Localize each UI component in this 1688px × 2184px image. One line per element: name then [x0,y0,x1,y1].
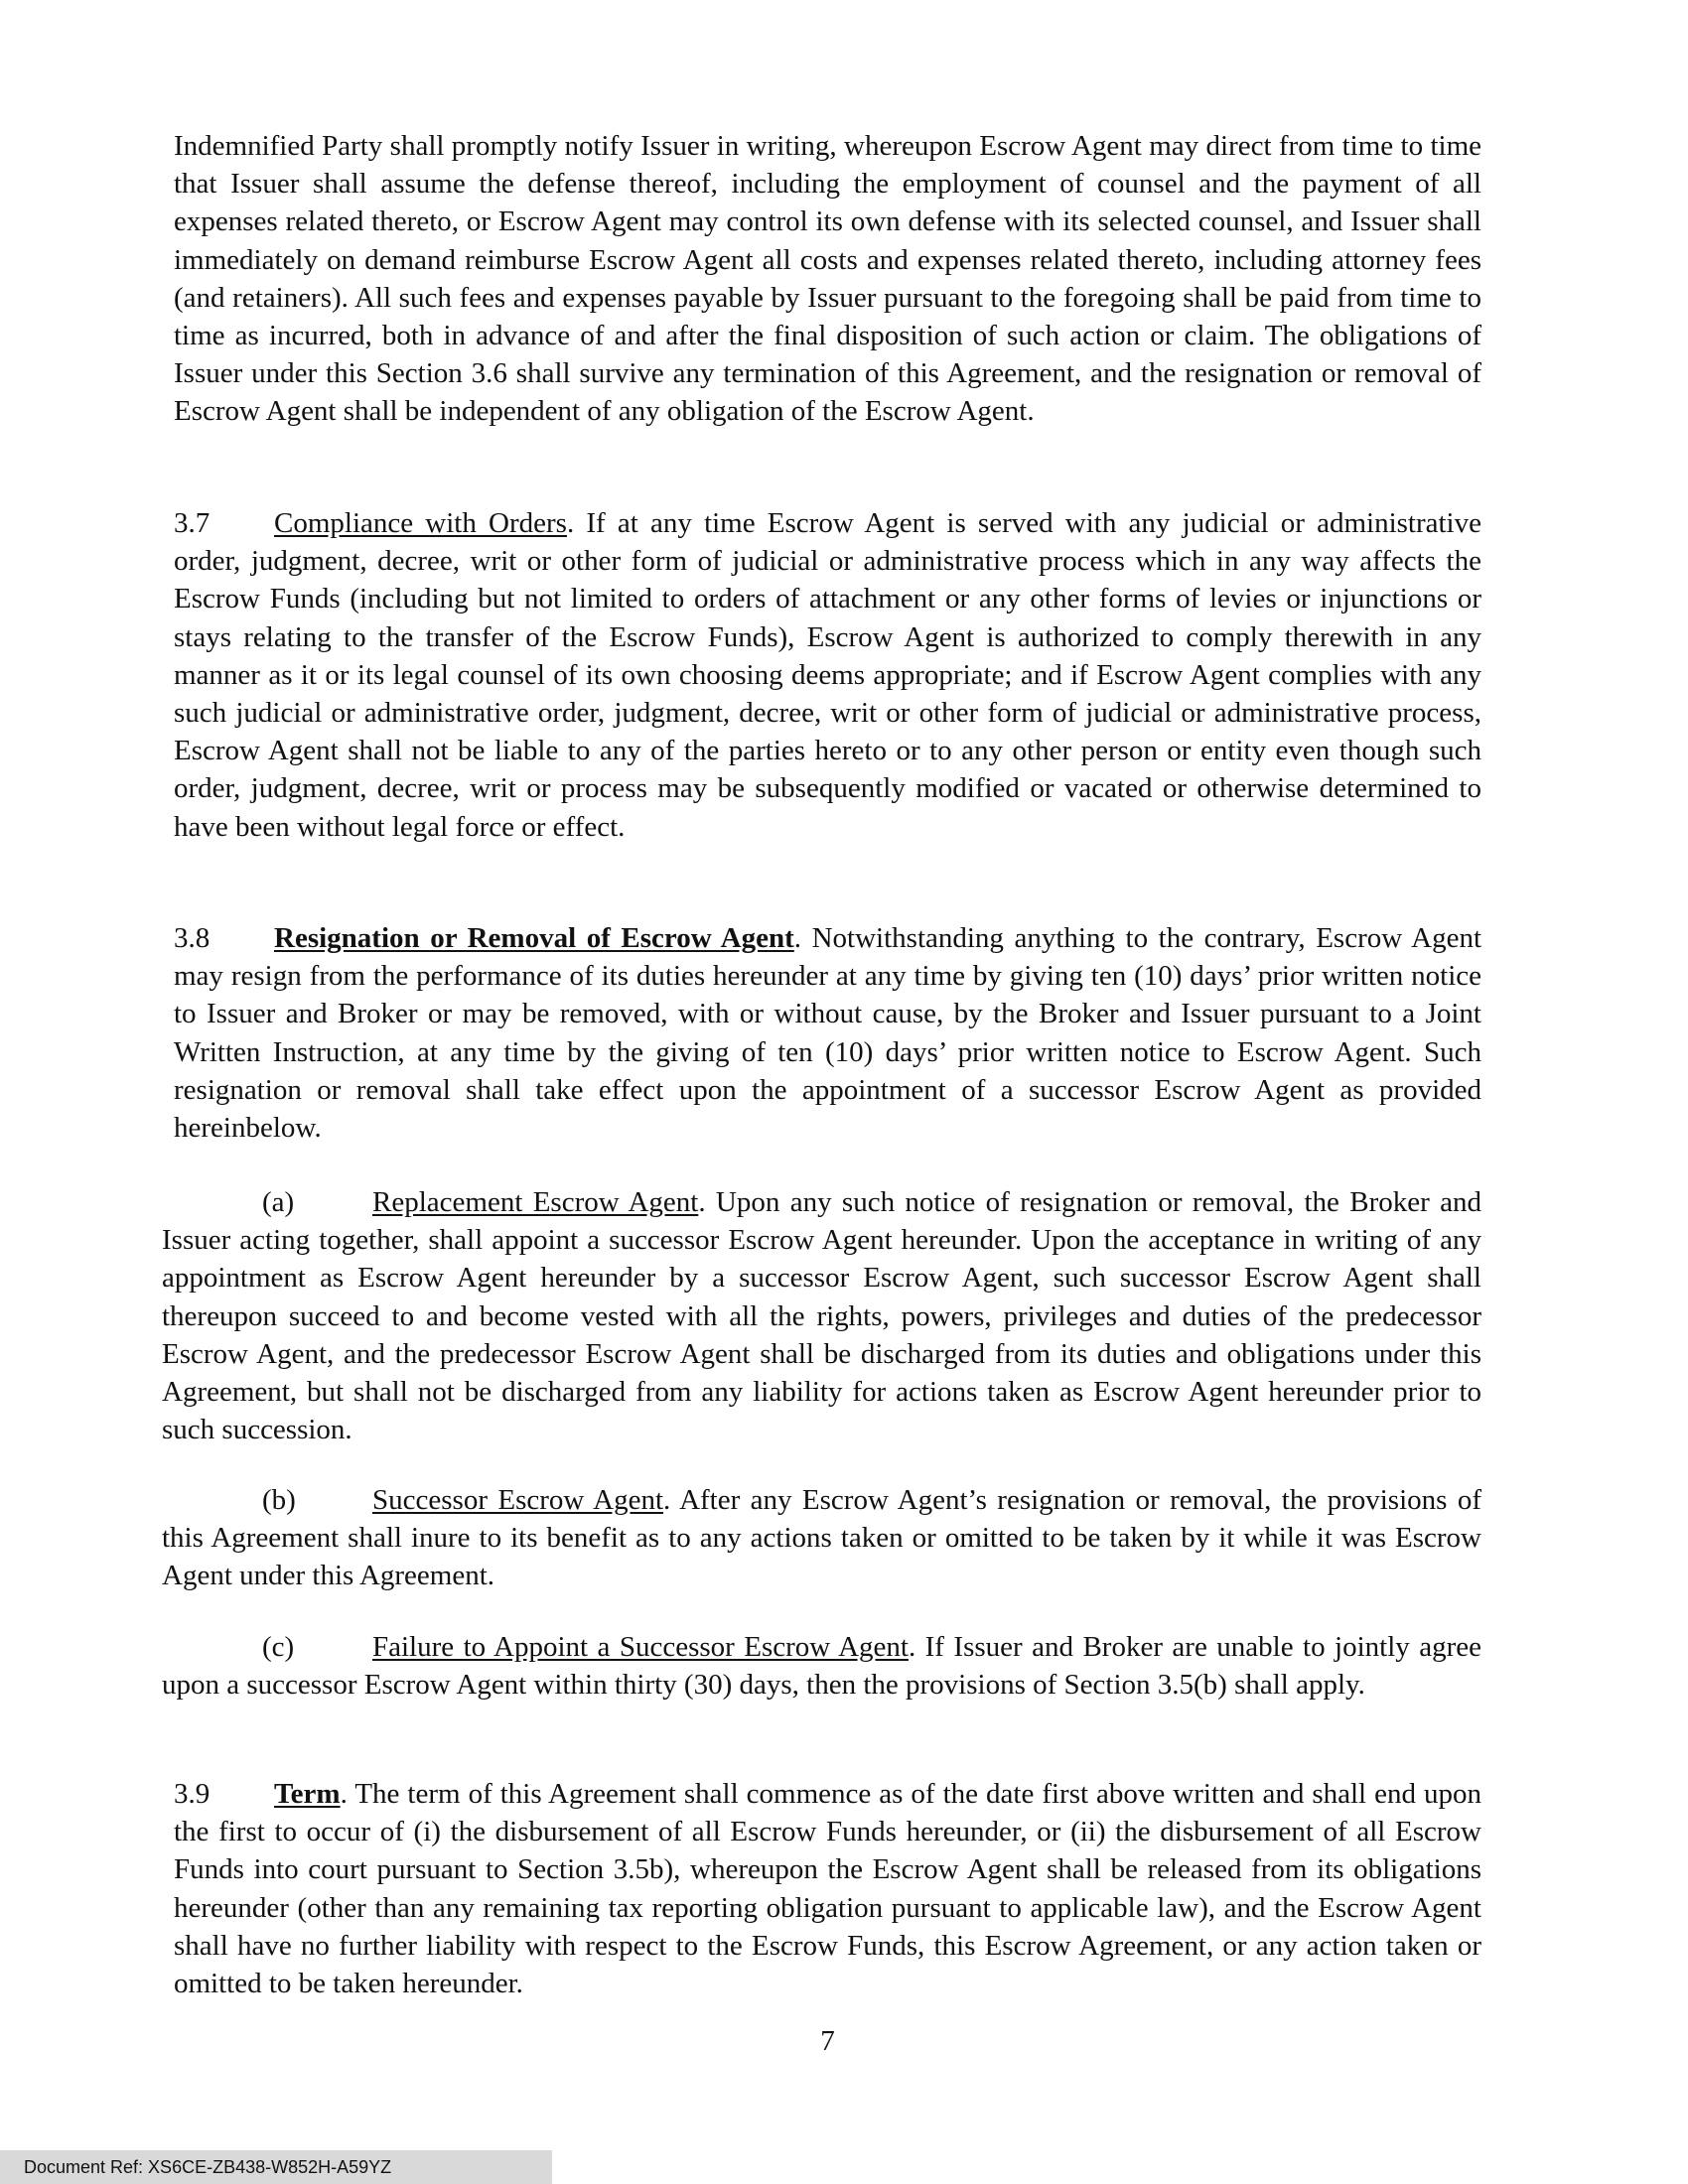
section-text: . If at any time Escrow Agent is served with any judicial or administrative order, judgment, decree, writ or other form of judicial or administrative process which in any way affects the Escrow Funds (including but not limited to orders of attachment or any other forms of levies or injunctions or stays relating to the transfer of the Escrow Funds), Escrow Agent is authorized to comply therewith in any manner as it or its legal counsel of its own choosing deems appropriate; and if Escrow Agent complies with any such judicial or administrative order, judgment, decree, writ or other form of judicial or administrative process, Escrow Agent shall not be liable to any of the parties hereto or to any other person or entity even though such order, judgment, decree, writ or process may be subsequently modified or vacated or otherwise determined to have been without legal force or effect. [174,507,1481,843]
subsection-3-8-a [162,1183,1481,1448]
subsection-number: (c) [262,1631,295,1663]
section-text: . Notwithstanding anything to the contrary, Escrow Agent may resign from the performance of its duties hereunder at any time by giving ten (10) days’ prior written notice to Issuer and Broker or may be removed, with or without cause, by the Broker and Issuer pursuant to a Joint Written Instruction, at any time by the giving of ten (10) days’ prior written notice to Escrow Agent. Such resignation or removal shall take effect upon the appointment of a successor Escrow Agent as provided hereinbelow. [174,922,1482,1145]
subsection-number: (a) [262,1186,295,1218]
section-number: 3.8 [174,922,211,954]
section-3-7 [174,504,1481,846]
section-heading: Resignation or Removal of Escrow Agent [274,922,794,954]
subsection-heading: Replacement Escrow Agent [372,1186,699,1218]
document-reference: Document Ref: XS6CE-ZB438-W852H-A59YZ [0,2150,552,2184]
paragraph-text: Indemnified Party shall promptly notify Issuer in writing, whereupon Escrow Agent may direct from time to time that Issuer shall assume the defense thereof, including the employment of counsel and the payment of all expenses related thereto, or Escrow Agent may control its own defense with its selected counsel, and Issuer shall immediately on demand reimburse Escrow Agent all costs and expenses related thereto, including attorney fees (and retainers). All such fees and expenses payable by Issuer pursuant to the foregoing shall be paid from time to time as incurred, both in advance of and after the final disposition of such action or claim. The obligations of Issuer under this Section 3.6 shall survive any termination of this Agreement, and the resignation or removal of Escrow Agent shall be independent of any obligation of the Escrow Agent. [174,130,1481,428]
paragraph-indemnification-continued [174,127,1481,431]
section-3-9 [174,1775,1481,2002]
subsection-number: (b) [262,1484,296,1516]
subsection-3-8-b [162,1481,1481,1595]
section-heading: Term [274,1778,341,1810]
subsection-text: . If Issuer and Broker are unable to jointly agree upon a successor Escrow Agent within thirty (30) days, then the provisions of Section 3.5(b) shall apply. [162,1631,1481,1702]
section-3-8 [174,919,1481,1147]
subsection-text: . After any Escrow Agent’s resignation or removal, the provisions of this Agreement shall inure to its benefit as to any actions taken or omitted to be taken by it while it was Escrow Agent under this Agreement. [162,1484,1481,1592]
section-text: . The term of this Agreement shall commence as of the date first above written and shall end upon the first to occur of (i) the disbursement of all Escrow Funds hereunder, or (ii) the disbursement of all Escrow Funds into court pursuant to Section 3.5b), whereupon the Escrow Agent shall be released from its obligations hereunder (other than any remaining tax reporting obligation pursuant to applicable law), and the Escrow Agent shall have no further liability with respect to the Escrow Funds, this Escrow Agreement, or any action taken or omitted to be taken hereunder. [174,1778,1481,2000]
subsection-heading: Failure to Appoint a Successor Escrow Agent [372,1631,909,1663]
section-number: 3.9 [174,1778,211,1810]
subsection-heading: Successor Escrow Agent [372,1484,664,1516]
subsection-3-8-c [162,1628,1481,1704]
section-number: 3.7 [174,507,211,539]
subsection-text: . Upon any such notice of resignation or removal, the Broker and Issuer acting together, shall appoint a successor Escrow Agent hereunder. Upon the acceptance in writing of any appointment as Escrow Agent hereunder by a successor Escrow Agent, such successor Escrow Agent shall thereupon succeed to and become vested with all the rights, powers, privileges and duties of the predecessor Escrow Agent, and the predecessor Escrow Agent shall be discharged from its duties and obligations under this Agreement, but shall not be discharged from any liability for actions taken as Escrow Agent hereunder prior to such succession. [162,1186,1481,1446]
page-number: 7 [820,2025,835,2057]
section-heading: Compliance with Orders [274,507,567,539]
